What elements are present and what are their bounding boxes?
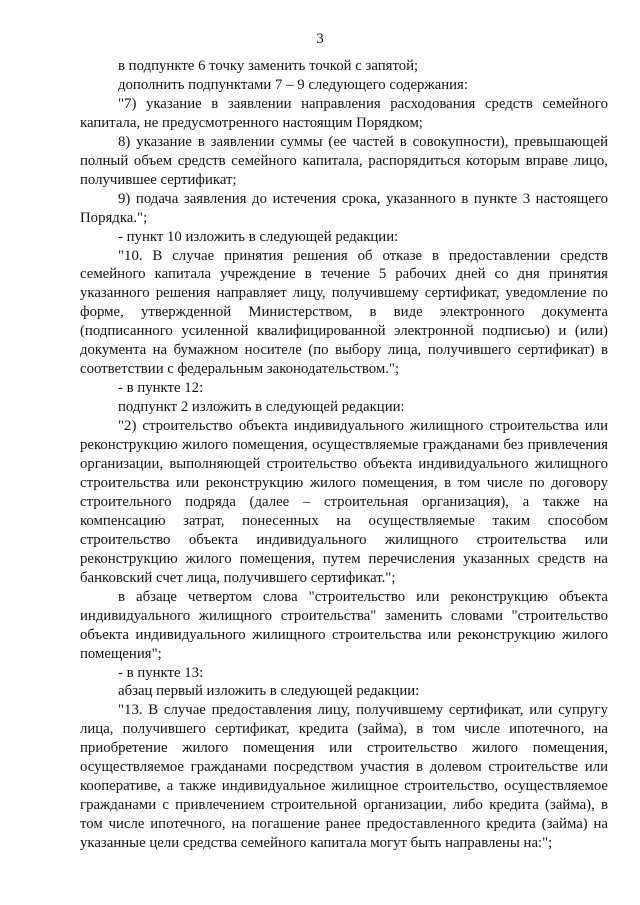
paragraph-5: 9) подача заявления до истечения срока, указанного в пункте 3 настоящего Порядка.";: [80, 190, 608, 226]
document-body: [80, 57, 608, 853]
paragraph-6: - пункт 10 изложить в следующей редакции:: [118, 228, 399, 245]
paragraph-14: "13. В случае предоставления лицу, получившему сертификат, или супругу лица, получившего сертификат, кредита (займа), в том числе ипотечного, на приобретение жилого помещения или строительство жилого помещения, осуществляемое гражданами посредством участия в долевом строительстве или кооперативе, а также индивидуальное жилищное строительство, осуществляемое гражданами с привлечением строительной организации, либо кредита (займа), в том числе ипотечного, на погашение ранее предоставленного кредита (займа) на указанные цели средства семейного капитала могут быть направлены на:";: [80, 702, 608, 852]
paragraph-3: "7) указание в заявлении направления расходования средств семейного капитала, не предусмотренного настоящим Порядком;: [80, 95, 608, 131]
paragraph-1: в подпункте 6 точку заменить точкой с запятой;: [118, 58, 419, 74]
paragraph-10: "2) строительство объекта индивидуального жилищного строительства или реконструкцию жилого помещения, осуществляемые гражданами без привлечения организации, выполняющей строительство объекта индивидуального жилищного строительства или реконструкцию жилого помещения, в том числе по договору строительного подряда (далее – строительная организация), а также на компенсацию затрат, понесенных на осуществляемые таким способом строительство объекта индивидуального жилищного строительства или реконструкцию жилого помещения, путем перечисления указанных средств на банковский счет лица, получившего сертификат.";: [80, 418, 608, 586]
paragraph-4: 8) указание в заявлении суммы (ее частей в совокупности), превышающей полный объем средств семейного капитала, распорядиться которым вправе лицо, получившее сертификат;: [80, 133, 608, 188]
paragraph-12: - в пункте 13:: [118, 664, 204, 681]
paragraph-9: подпункт 2 изложить в следующей редакции:: [118, 399, 405, 416]
paragraph-7: "10. В случае принятия решения об отказе в предоставлении средств семейного капитала учреждение в течение 5 рабочих дней со дня принятия указанного решения направляет лицу, получившему сертификат, уведомление по форме, утвержденной Министерством, в виде электронного документа (подписанного усиленной квалифицированной электронной подписью) и (или) документа на бумажном носителе (по выбору лица, получившего сертификат) в соответствии с федеральным законодательством.";: [80, 247, 608, 378]
paragraph-2: дополнить подпунктами 7 – 9 следующего содержания:: [118, 76, 468, 93]
paragraph-13: абзац первый изложить в следующей редакции:: [118, 683, 420, 700]
paragraph-11: в абзаце четвертом слова "строительство или реконструкцию объекта индивидуального жилищного строительства" заменить словами "строительство объекта индивидуального жилищного строительства или реконструкцию жилого помещения";: [80, 588, 608, 662]
page-number: 3: [316, 31, 324, 47]
paragraph-8: - в пункте 12:: [118, 380, 204, 397]
